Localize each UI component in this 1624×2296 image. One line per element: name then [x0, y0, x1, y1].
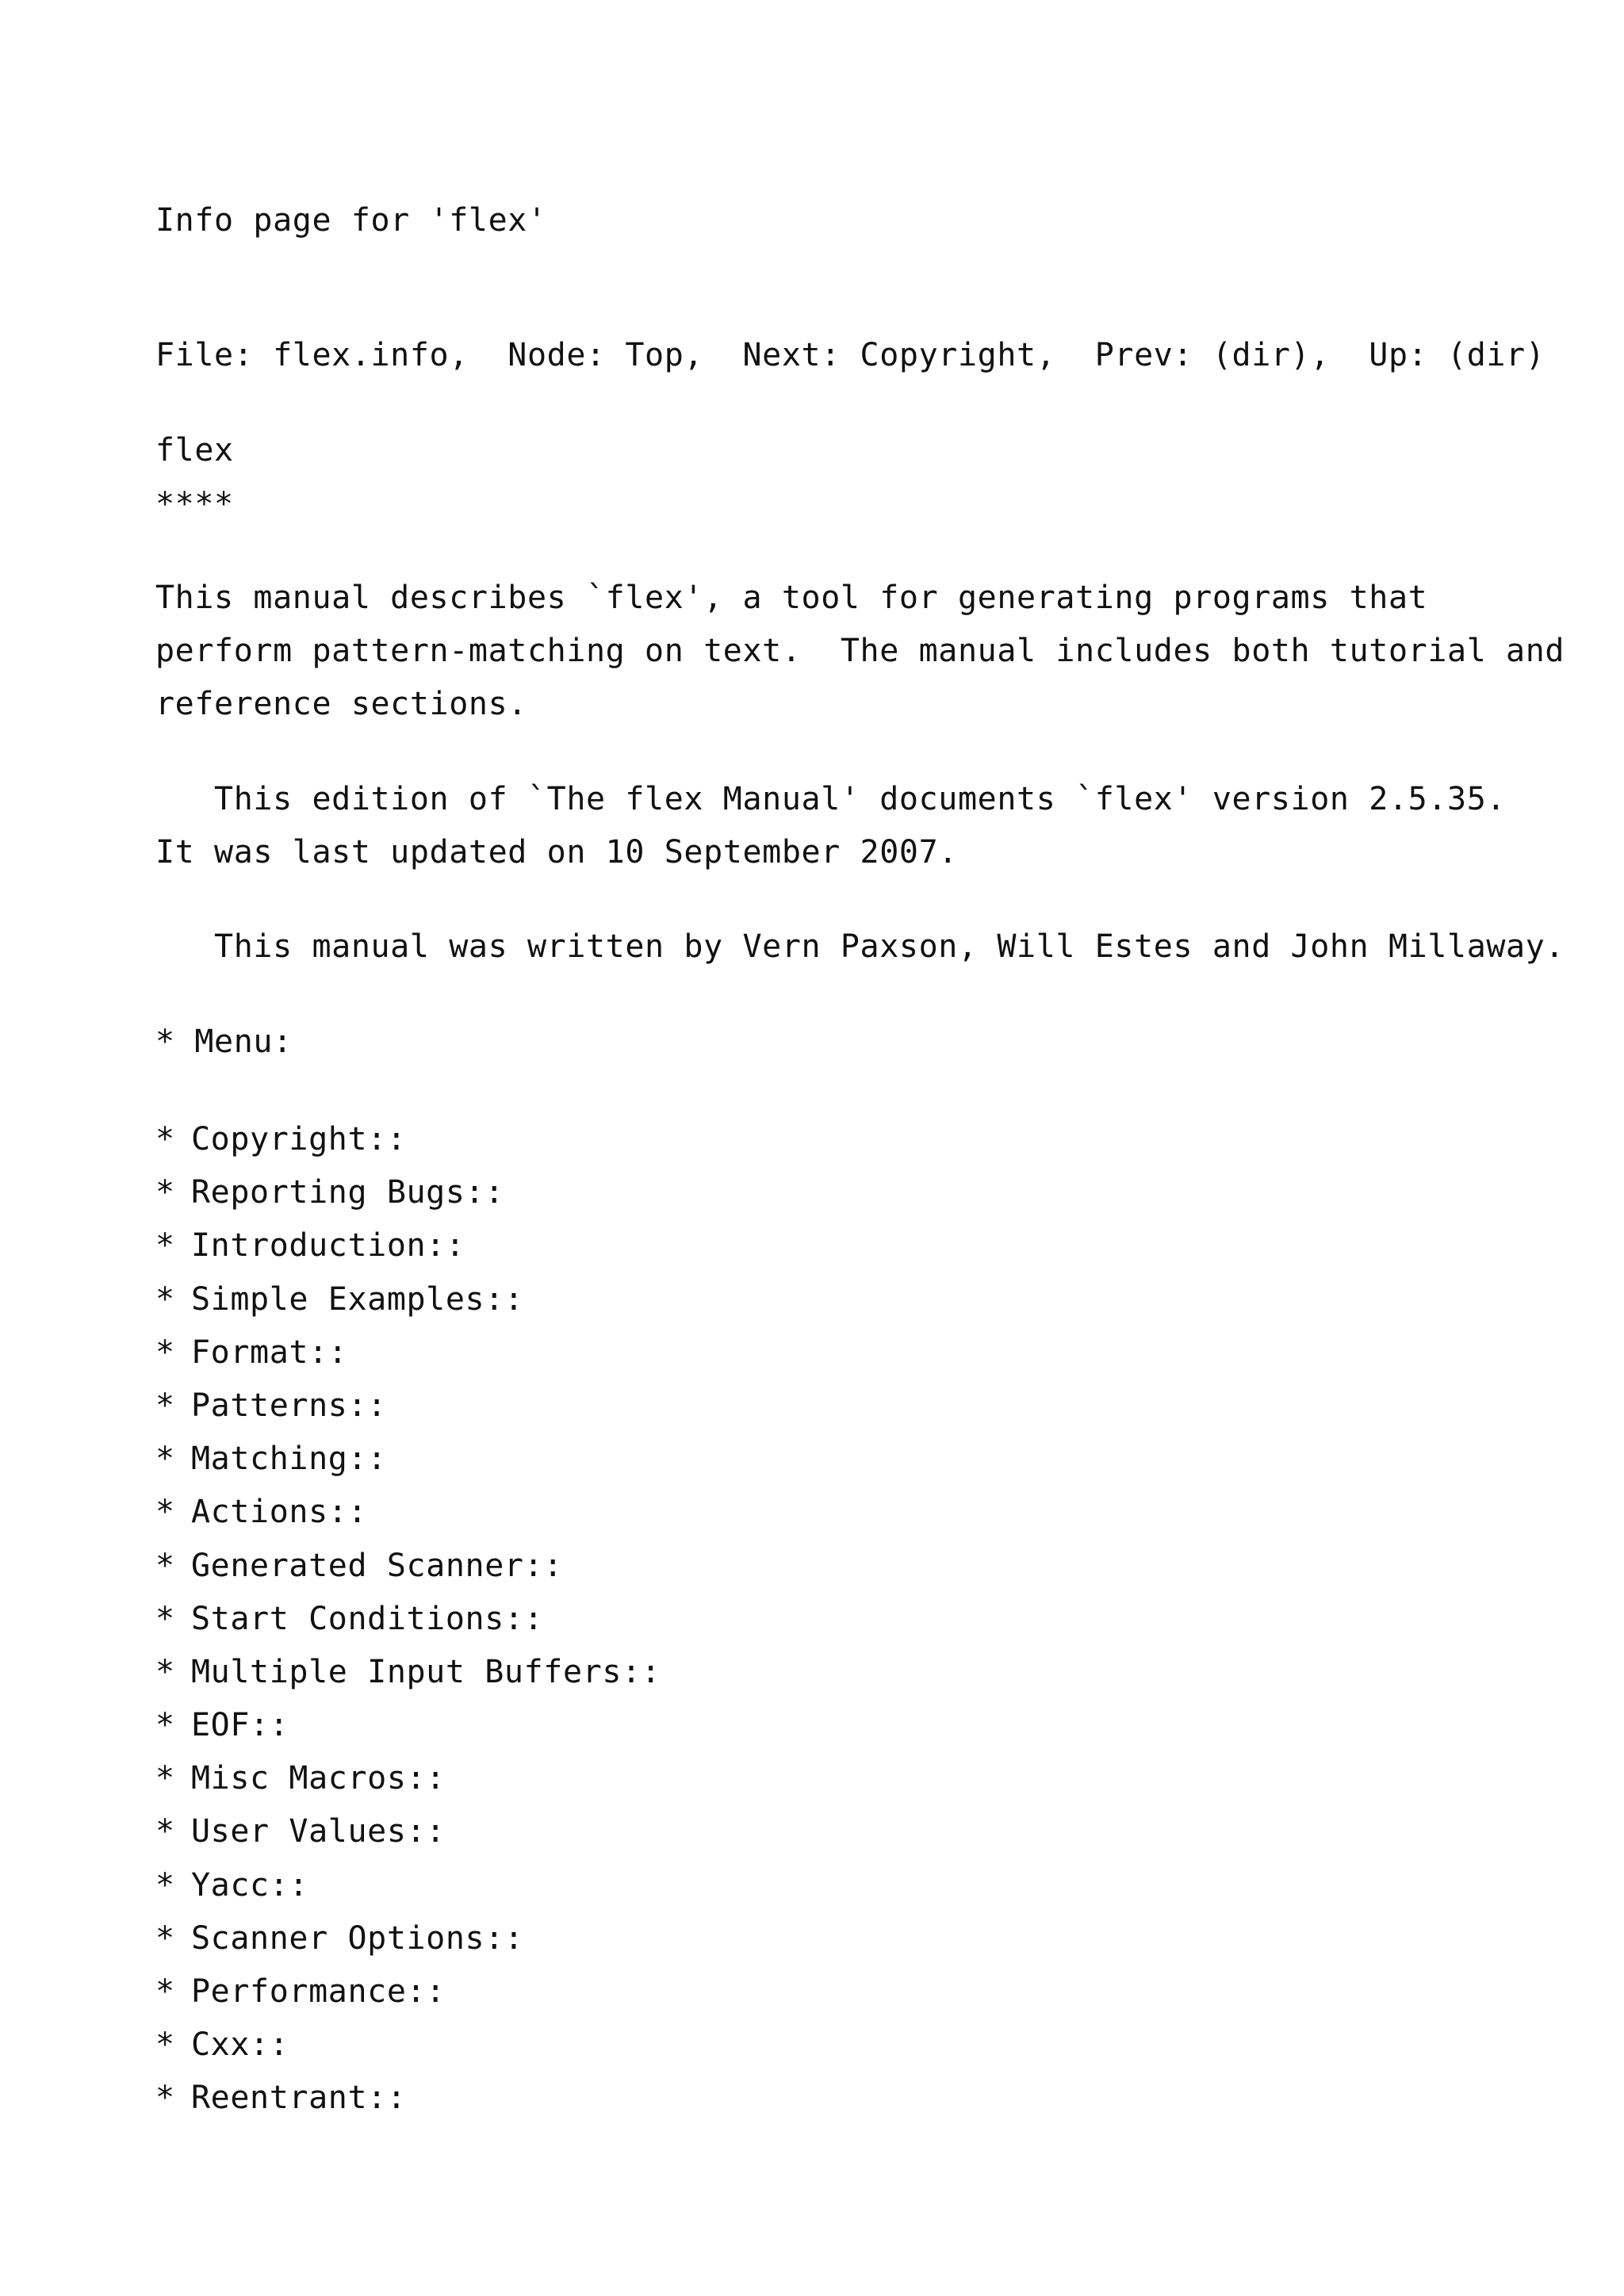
- menu-item[interactable]: [155, 1912, 661, 1965]
- menu-item-link[interactable]: Introduction::: [191, 1227, 465, 1265]
- menu-item-link[interactable]: Generated Scanner::: [191, 1547, 563, 1584]
- menu-bullet: *: [155, 1707, 175, 1744]
- menu-item[interactable]: [155, 1965, 661, 2019]
- menu-bullet: *: [155, 1174, 175, 1211]
- intro-line-3: reference sections.: [155, 686, 527, 722]
- menu-item-link[interactable]: Simple Examples::: [191, 1280, 524, 1318]
- menu-item[interactable]: [155, 1859, 661, 1912]
- menu-bullet: *: [155, 1813, 175, 1850]
- menu-bullet: *: [155, 1866, 175, 1904]
- menu-bullet: *: [155, 1653, 175, 1690]
- menu-bullet: *: [155, 1919, 175, 1957]
- page-title: Info page for 'flex': [155, 202, 547, 239]
- menu-item-link[interactable]: Patterns::: [191, 1387, 387, 1424]
- menu-bullet: *: [155, 1441, 175, 1478]
- menu-bullet: *: [155, 1973, 175, 2010]
- menu-bullet: *: [155, 1387, 175, 1424]
- section-heading-underline: ****: [155, 486, 234, 522]
- menu-item-link[interactable]: Cxx::: [191, 2026, 289, 2064]
- menu-label: * Menu:: [155, 1024, 293, 1060]
- menu-bullet: *: [155, 2080, 175, 2117]
- menu-item[interactable]: [155, 1540, 661, 1593]
- menu-bullet: *: [155, 1494, 175, 1531]
- menu-item-link[interactable]: Misc Macros::: [191, 1760, 446, 1797]
- section-heading: flex: [155, 432, 234, 469]
- menu-item[interactable]: [155, 1805, 661, 1858]
- menu-item[interactable]: [155, 1699, 661, 1752]
- menu-item-link[interactable]: Performance::: [191, 1973, 446, 2010]
- menu-item[interactable]: [155, 1486, 661, 1539]
- menu-item[interactable]: [155, 1273, 661, 1326]
- menu-bullet: *: [155, 1760, 175, 1797]
- menu-bullet: *: [155, 1121, 175, 1158]
- menu-bullet: *: [155, 1227, 175, 1265]
- menu-list: [155, 1113, 661, 2126]
- menu-item-link[interactable]: Copyright::: [191, 1121, 407, 1158]
- menu-item[interactable]: [155, 1646, 661, 1699]
- authors-line: This manual was written by Vern Paxson, Will Estes and John Millaway.: [155, 928, 1565, 965]
- menu-item-link[interactable]: Yacc::: [191, 1866, 309, 1904]
- intro-line-1: This manual describes `flex', a tool for generating programs that: [155, 580, 1428, 616]
- menu-item-link[interactable]: Reentrant::: [191, 2080, 407, 2117]
- menu-item[interactable]: [155, 2019, 661, 2072]
- menu-item[interactable]: [155, 1219, 661, 1272]
- intro-line-2: perform pattern-matching on text. The manual includes both tutorial and: [155, 633, 1565, 669]
- menu-item-link[interactable]: Actions::: [191, 1494, 368, 1531]
- menu-item[interactable]: [155, 1593, 661, 1646]
- menu-item[interactable]: [155, 1326, 661, 1380]
- menu-item-link[interactable]: Format::: [191, 1334, 348, 1371]
- menu-item[interactable]: [155, 1752, 661, 1805]
- menu-item-link[interactable]: Multiple Input Buffers::: [191, 1653, 661, 1690]
- menu-item[interactable]: [155, 1113, 661, 1166]
- menu-item-link[interactable]: Matching::: [191, 1441, 387, 1478]
- node-navigation-line: File: flex.info, Node: Top, Next: Copyright, Prev: (dir), Up: (dir): [155, 337, 1545, 373]
- menu-item-link[interactable]: Reporting Bugs::: [191, 1174, 504, 1211]
- edition-line-2: It was last updated on 10 September 2007.: [155, 834, 958, 871]
- menu-item-link[interactable]: User Values::: [191, 1813, 446, 1850]
- menu-item[interactable]: [155, 2072, 661, 2125]
- menu-item-link[interactable]: EOF::: [191, 1707, 289, 1744]
- menu-bullet: *: [155, 2026, 175, 2064]
- menu-item-link[interactable]: Scanner Options::: [191, 1919, 524, 1957]
- menu-item[interactable]: [155, 1166, 661, 1219]
- edition-line-1: This edition of `The flex Manual' documents `flex' version 2.5.35.: [155, 781, 1507, 817]
- menu-bullet: *: [155, 1547, 175, 1584]
- menu-bullet: *: [155, 1280, 175, 1318]
- menu-bullet: *: [155, 1600, 175, 1637]
- menu-item[interactable]: [155, 1433, 661, 1486]
- menu-item-link[interactable]: Start Conditions::: [191, 1600, 544, 1637]
- menu-item[interactable]: [155, 1380, 661, 1433]
- menu-bullet: *: [155, 1334, 175, 1371]
